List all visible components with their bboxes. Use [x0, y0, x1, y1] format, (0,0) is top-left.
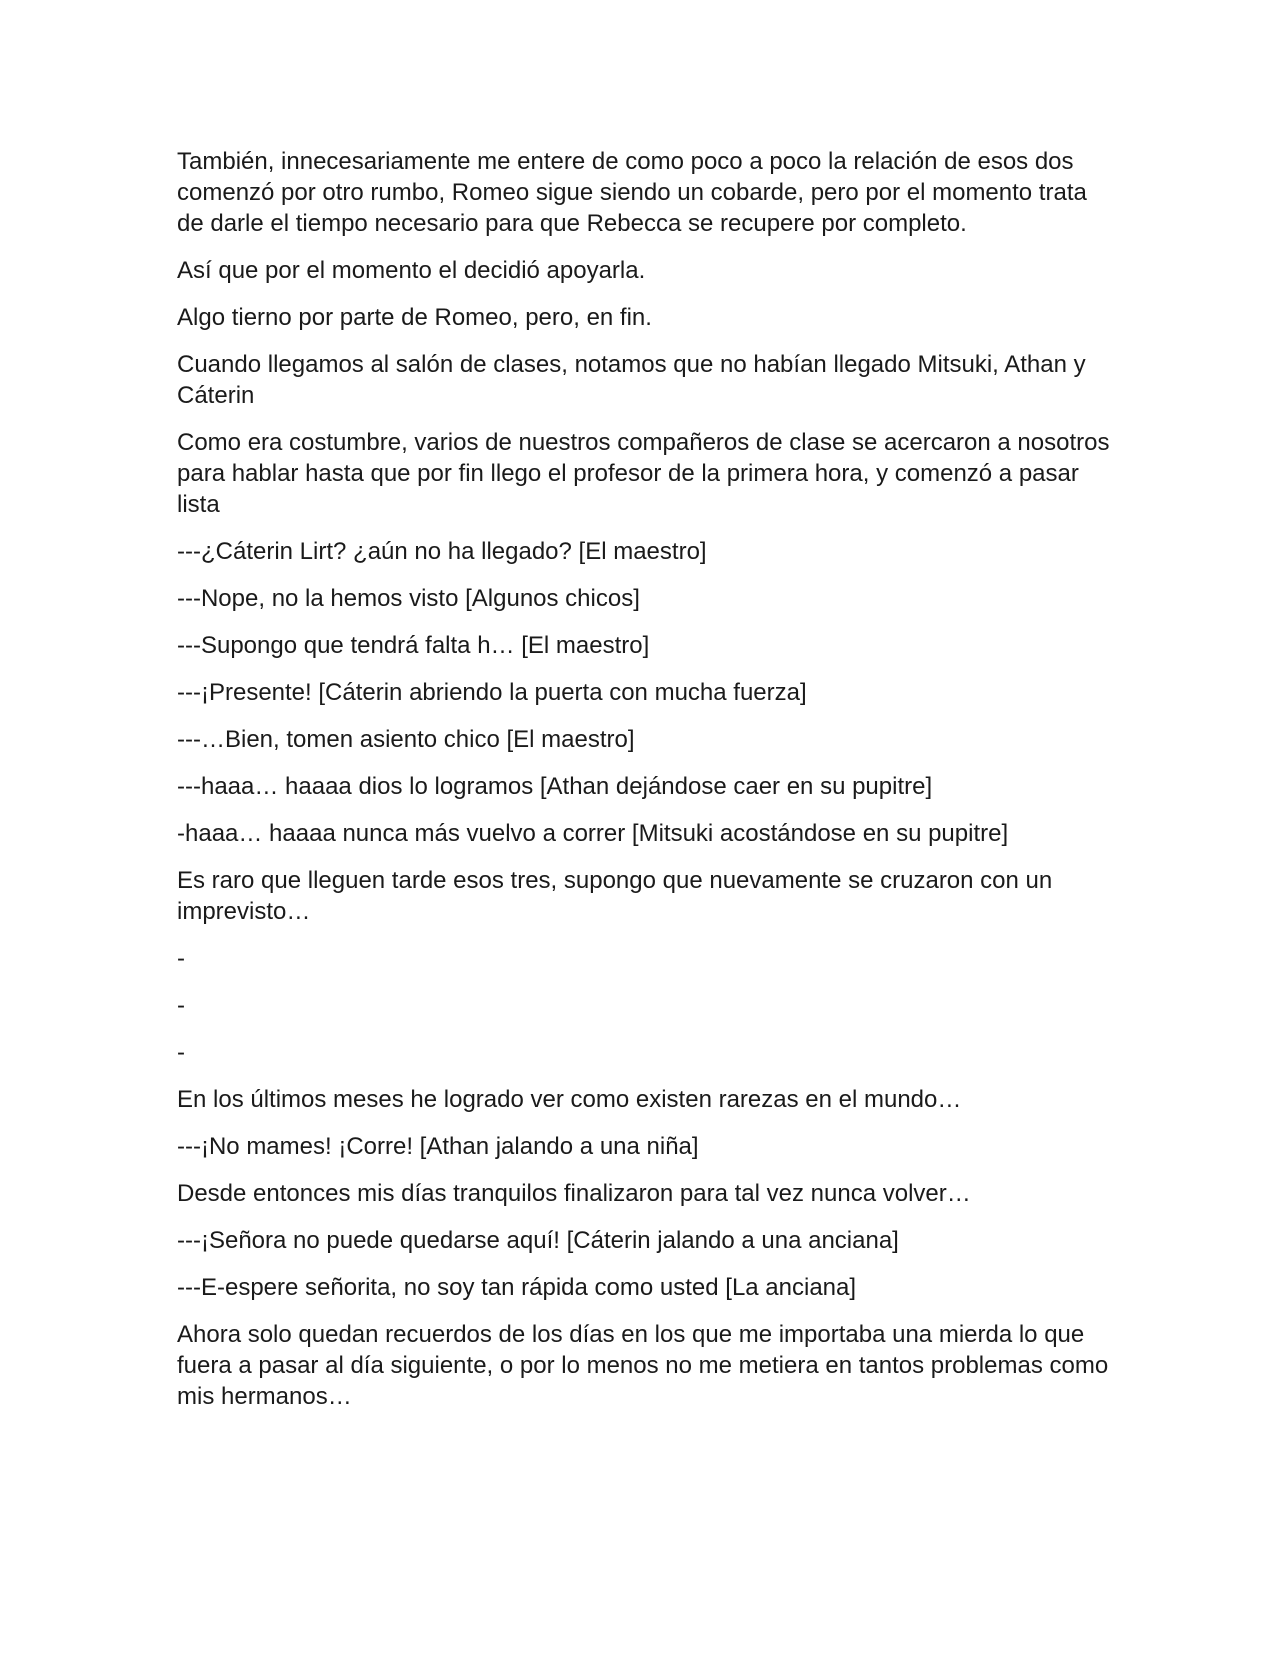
dialogue-line: ---Nope, no la hemos visto [Algunos chicos]: [177, 585, 640, 612]
paragraph: Ahora solo quedan recuerdos de los días en los que me importaba una mierda lo que fuera a pasar al día siguiente, o por lo menos no me metiera en tantos problemas como mis hermanos…: [177, 1321, 1109, 1410]
dialogue-line: ---¡Señora no puede quedarse aquí! [Cáterin jalando a una anciana]: [177, 1227, 899, 1254]
paragraph: Cuando llegamos al salón de clases, notamos que no habían llegado Mitsuki, Athan y Cáterin: [177, 351, 1086, 409]
paragraph: Algo tierno por parte de Romeo, pero, en fin.: [177, 304, 652, 331]
dialogue-line: -haaa… haaaa nunca más vuelvo a correr [Mitsuki acostándose en su pupitre]: [177, 820, 1009, 847]
paragraph: Desde entonces mis días tranquilos finalizaron para tal vez nunca volver…: [177, 1180, 971, 1207]
paragraph: Como era costumbre, varios de nuestros compañeros de clase se acercaron a nosotros para hablar hasta que por fin llego el profesor de la primera hora, y comenzó a pasar lista: [177, 429, 1110, 518]
paragraph: También, innecesariamente me entere de como poco a poco la relación de esos dos comenzó por otro rumbo, Romeo sigue siendo un cobarde, pero por el momento trata de darle el tiempo necesario para que Rebecca se recupere por completo.: [177, 148, 1087, 237]
dialogue-line: ---haaa… haaaa dios lo logramos [Athan dejándose caer en su pupitre]: [177, 773, 933, 800]
paragraph: Así que por el momento el decidió apoyarla.: [177, 257, 646, 284]
scene-break-dash: -: [177, 992, 185, 1019]
paragraph: Es raro que lleguen tarde esos tres, supongo que nuevamente se cruzaron con un imprevisto…: [177, 867, 1053, 925]
dialogue-line: ---Supongo que tendrá falta h… [El maestro]: [177, 632, 650, 659]
text-body: [177, 146, 1117, 1428]
dialogue-line: ---¿Cáterin Lirt? ¿aún no ha llegado? [El maestro]: [177, 538, 707, 565]
dialogue-line: ---…Bien, tomen asiento chico [El maestro]: [177, 726, 635, 753]
scene-break-dash: -: [177, 945, 185, 972]
paragraph: En los últimos meses he logrado ver como existen rarezas en el mundo…: [177, 1086, 962, 1113]
scene-break-dash: -: [177, 1039, 185, 1066]
dialogue-line: ---¡No mames! ¡Corre! [Athan jalando a una niña]: [177, 1133, 699, 1160]
dialogue-line: ---¡Presente! [Cáterin abriendo la puerta con mucha fuerza]: [177, 679, 807, 706]
dialogue-line: ---E-espere señorita, no soy tan rápida como usted [La anciana]: [177, 1274, 857, 1301]
